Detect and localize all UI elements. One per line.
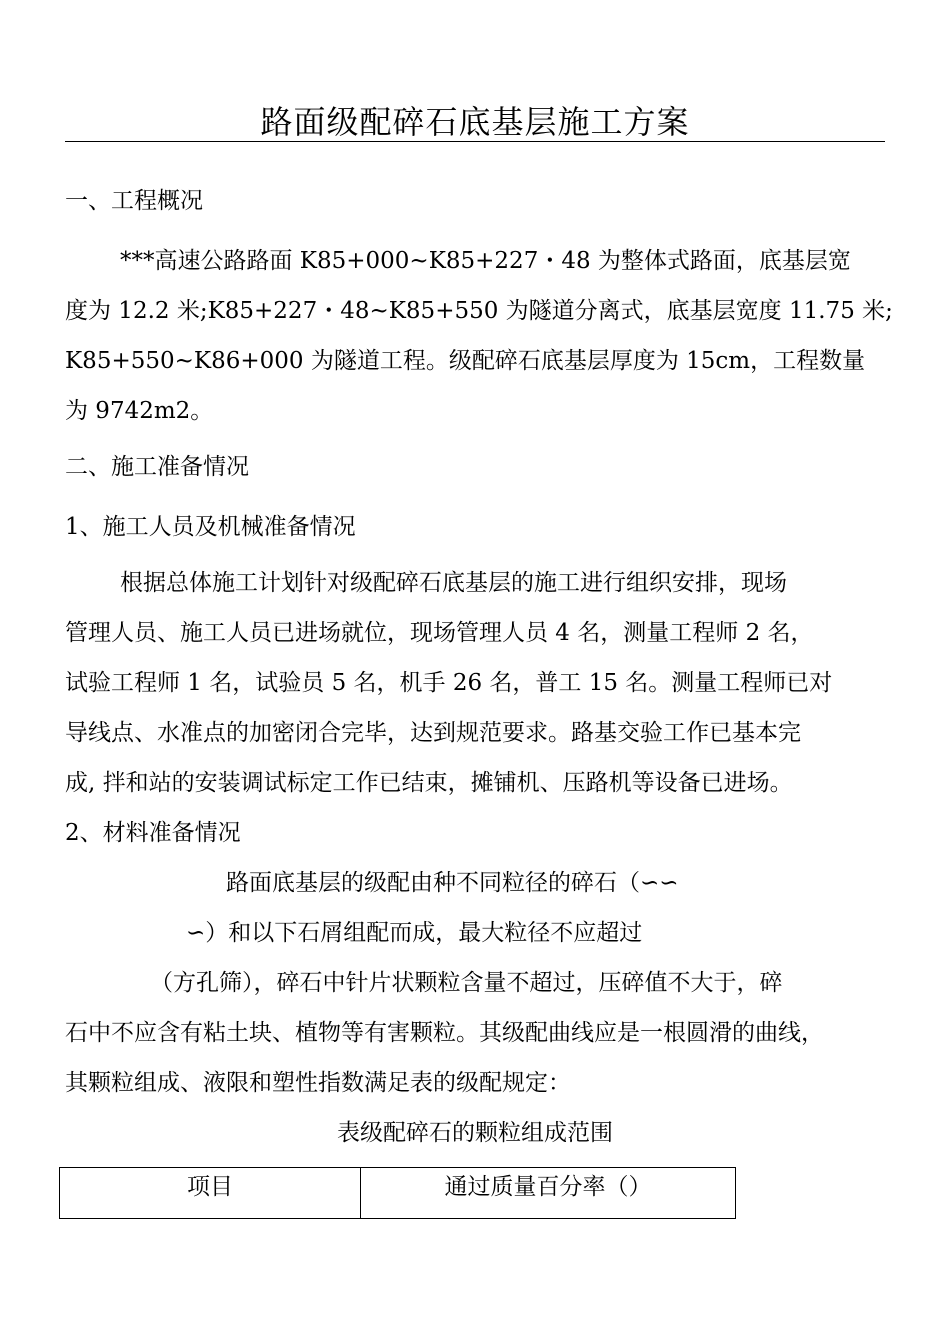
- s1-line-2-text: 度为 12.2 米;K85+227・48~K85+550 为隧道分离式，底基层宽度 11.75 米;: [65, 298, 893, 324]
- table-header-pass-rate: 通过质量百分率（）: [444, 1174, 652, 1200]
- s1-paragraph-line-3: [65, 346, 865, 376]
- document-title: 路面级配碎石底基层施工方案: [260, 103, 690, 141]
- s2-1-paragraph-line-4: 导线点、水准点的加密闭合完毕，达到规范要求。路基交验工作已基本完: [65, 720, 801, 746]
- s1-line-1-text: ***高速公路路面 K85+000~K85+227・48 为整体式路面，底基层宽: [120, 248, 851, 274]
- s1-line-3-text: K85+550~K86+000 为隧道工程。级配碎石底基层厚度为 15cm，工程数量: [65, 348, 866, 374]
- s2-2-paragraph-line-2: ∽）和以下石屑组配而成，最大粒径不应超过: [186, 920, 643, 946]
- section-2-2-heading: 2、材料准备情况: [65, 820, 241, 846]
- s2-1-paragraph-line-1: 根据总体施工计划针对级配碎石底基层的施工进行组织安排，现场: [120, 570, 787, 596]
- s2-1-paragraph-line-3: 试验工程师 1 名，试验员 5 名，机手 26 名，普工 15 名。测量工程师已对: [65, 670, 833, 696]
- section-2-heading: 二、施工准备情况: [65, 454, 249, 480]
- gradation-table: [59, 1167, 736, 1219]
- title-underline: [65, 141, 885, 142]
- s1-paragraph-line-1: [120, 246, 851, 276]
- s2-1-paragraph-line-5: 成, 拌和站的安装调试标定工作已结束，摊铺机、压路机等设备已进场。: [65, 770, 793, 796]
- s2-2-paragraph-line-3: （方孔筛），碎石中针片状颗粒含量不超过，压碎值不大于，碎: [150, 970, 783, 996]
- section-2-1-heading: 1、施工人员及机械准备情况: [65, 514, 356, 540]
- s1-line-4-text: 为 9742m2。: [65, 398, 214, 424]
- section-1-heading: 一、工程概况: [65, 188, 203, 214]
- s1-paragraph-line-2: [65, 296, 893, 326]
- s2-2-paragraph-line-4: 石中不应含有粘土块、植物等有害颗粒。其级配曲线应是一根圆滑的曲线，: [65, 1020, 824, 1046]
- s2-1-paragraph-line-2: 管理人员、施工人员已进场就位，现场管理人员 4 名，测量工程师 2 名，: [65, 620, 814, 646]
- s2-2-paragraph-line-1: 路面底基层的级配由种不同粒径的碎石（∽∽: [226, 870, 679, 896]
- s2-2-paragraph-line-5: 其颗粒组成、液限和塑性指数满足表的级配规定：: [65, 1070, 571, 1096]
- s1-paragraph-line-4: [65, 396, 213, 426]
- table-header-item: 项目: [60, 1168, 361, 1218]
- table-caption: 表级配碎石的颗粒组成范围: [337, 1120, 613, 1146]
